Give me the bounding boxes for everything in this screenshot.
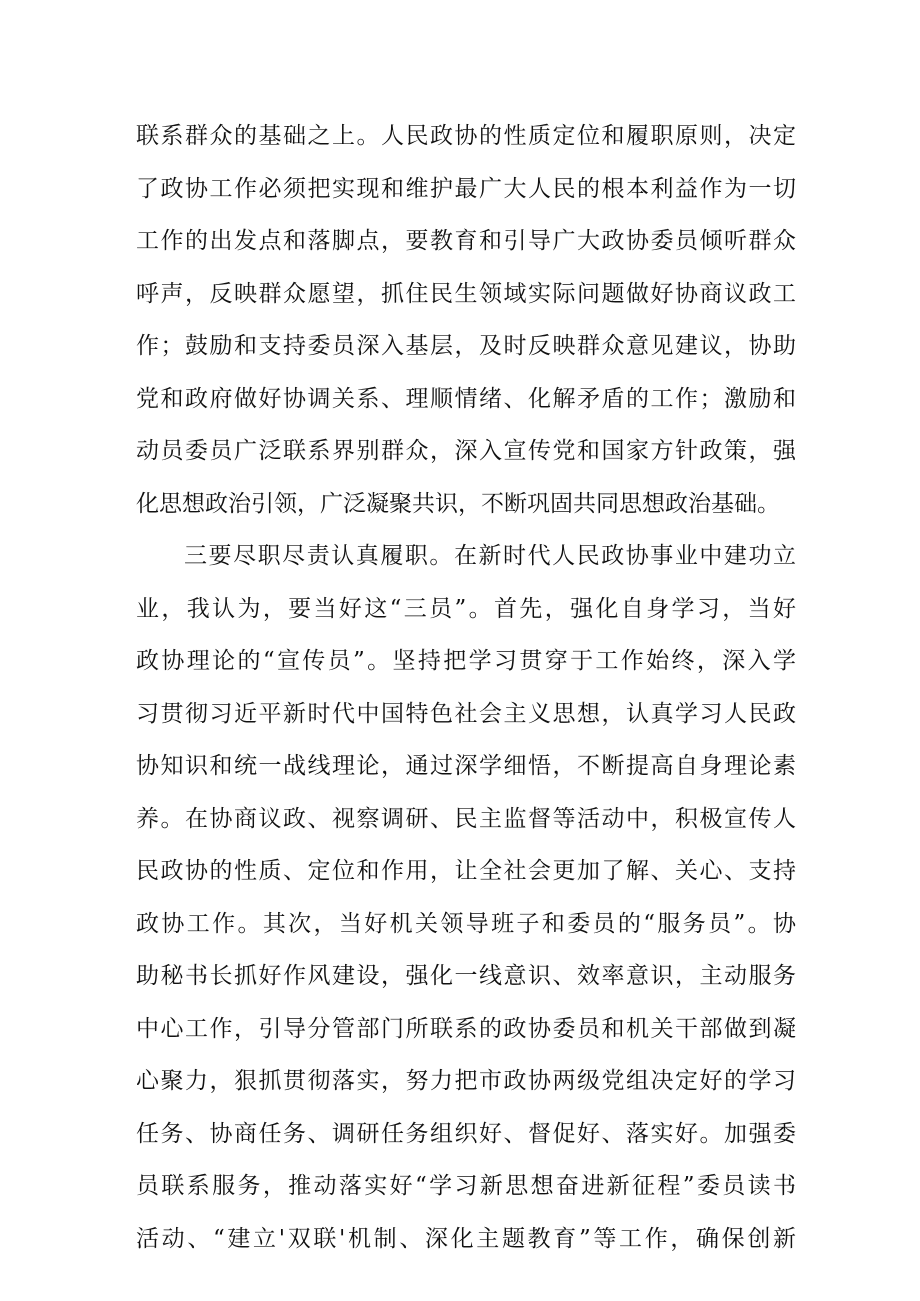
text-line: 协知识和统一战线理论，通过深学细悟，不断提高自身理论素 bbox=[136, 753, 796, 779]
text-line: 三要尽职尽责认真履职。在新时代人民政协事业中建功立 bbox=[184, 543, 796, 569]
text-line: 党和政府做好协调关系、理顺情绪、化解矛盾的工作；激励和 bbox=[136, 385, 796, 412]
text-line: 工作的出发点和落脚点，要教育和引导广大政协委员倾听群众 bbox=[136, 228, 796, 254]
text-line: 政协工作。其次，当好机关领导班子和委员的“服务员”。协 bbox=[136, 910, 796, 937]
text-line: 活动、“建立'双联'机制、深化主题教育”等工作，确保创新 bbox=[136, 1225, 796, 1252]
text-line: 习贯彻习近平新时代中国特色社会主义思想，认真学习人民政 bbox=[136, 700, 796, 727]
text-line: 助秘书长抓好作风建设，强化一线意识、效率意识，主动服务 bbox=[136, 963, 796, 989]
paragraph-1 bbox=[136, 110, 796, 530]
text-line: 员联系服务，推动落实好“学习新思想奋进新征程”委员读书 bbox=[136, 1173, 796, 1199]
text-line: 业，我认为，要当好这“三员”。首先，强化自身学习，当好 bbox=[136, 595, 796, 622]
paragraph-2 bbox=[136, 530, 796, 1265]
text-line: 作；鼓励和支持委员深入基层，及时反映群众意见建议，协助 bbox=[136, 333, 796, 359]
text-line: 联系群众的基础之上。人民政协的性质定位和履职原则，决定 bbox=[136, 123, 796, 149]
text-line: 政协理论的“宣传员”。坚持把学习贯穿于工作始终，深入学 bbox=[136, 648, 796, 674]
text-line: 化思想政治引领，广泛凝聚共识，不断巩固共同思想政治基础。 bbox=[136, 490, 780, 517]
text-line: 了政协工作必须把实现和维护最广大人民的根本利益作为一切 bbox=[136, 175, 796, 202]
text-line: 中心工作，引导分管部门所联系的政协委员和机关干部做到凝 bbox=[136, 1015, 796, 1042]
text-line: 呼声，反映群众愿望，抓住民生领域实际问题做好协商议政工 bbox=[136, 280, 796, 307]
text-line: 动员委员广泛联系界别群众，深入宣传党和国家方针政策，强 bbox=[136, 438, 796, 464]
text-line: 养。在协商议政、视察调研、民主监督等活动中，积极宣传人 bbox=[136, 805, 796, 832]
text-line: 民政协的性质、定位和作用，让全社会更加了解、关心、支持 bbox=[136, 858, 796, 884]
document-body bbox=[136, 110, 796, 1265]
text-line: 心聚力，狠抓贯彻落实，努力把市政协两级党组决定好的学习 bbox=[136, 1068, 796, 1094]
text-line: 任务、协商任务、调研任务组织好、督促好、落实好。加强委 bbox=[136, 1120, 796, 1147]
